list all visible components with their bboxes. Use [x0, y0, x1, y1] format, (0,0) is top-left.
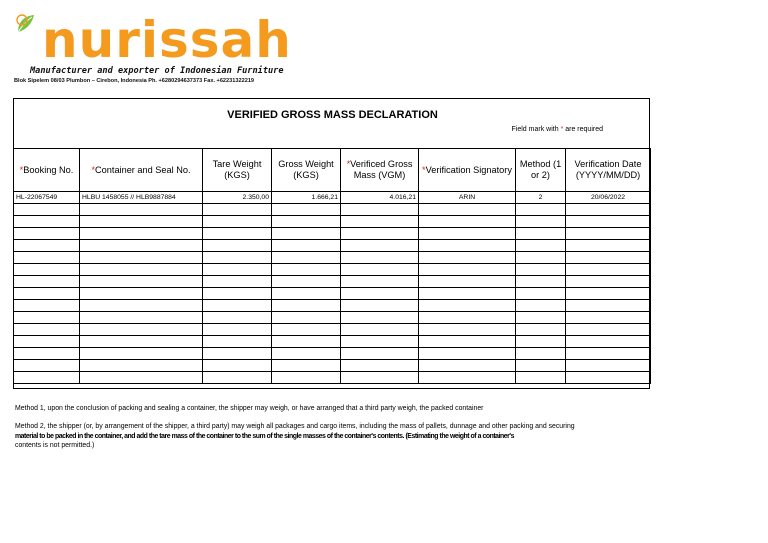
table-cell [203, 216, 272, 228]
table-cell [272, 288, 341, 300]
required-note-prefix: Field mark with [511, 126, 559, 133]
table-cell [516, 216, 566, 228]
table-cell [341, 240, 419, 252]
table-cell [203, 288, 272, 300]
table-cell [80, 252, 203, 264]
table-cell [566, 252, 651, 264]
table-cell [14, 312, 80, 324]
column-header-label: Verification Signatory [425, 164, 512, 175]
empty-table-row [14, 276, 651, 288]
letterhead [14, 8, 414, 98]
table-cell [419, 288, 516, 300]
table-cell [516, 372, 566, 384]
table-cell [341, 336, 419, 348]
table-cell [419, 252, 516, 264]
table-cell [80, 312, 203, 324]
empty-table-row [14, 264, 651, 276]
table-cell [203, 228, 272, 240]
table-cell [272, 252, 341, 264]
table-body [14, 192, 651, 384]
table-cell [80, 336, 203, 348]
table-cell: HL-22067549 [14, 192, 80, 204]
table-cell [516, 312, 566, 324]
table-cell: 20/06/2022 [566, 192, 651, 204]
table-cell [566, 372, 651, 384]
empty-table-row [14, 240, 651, 252]
leaf-logo-icon [14, 12, 40, 36]
table-cell [203, 360, 272, 372]
table-cell [419, 324, 516, 336]
table-cell [566, 276, 651, 288]
table-cell [341, 204, 419, 216]
table-cell [419, 204, 516, 216]
column-header [272, 149, 341, 192]
table-cell [272, 264, 341, 276]
required-star: * [422, 164, 426, 175]
table-cell [80, 228, 203, 240]
table-cell [516, 360, 566, 372]
table-cell [203, 300, 272, 312]
table-cell [80, 324, 203, 336]
column-header-label: Gross Weight (KGS) [278, 159, 334, 180]
table-cell [14, 300, 80, 312]
table-cell [14, 204, 80, 216]
empty-table-row [14, 336, 651, 348]
table-cell [341, 264, 419, 276]
required-note [512, 126, 603, 133]
table-cell [80, 276, 203, 288]
empty-table-row [14, 288, 651, 300]
table-cell [566, 288, 651, 300]
table-cell [341, 276, 419, 288]
table-cell [80, 216, 203, 228]
empty-table-row [14, 324, 651, 336]
required-note-suffix: are required [565, 126, 603, 133]
table-cell [272, 276, 341, 288]
method2-line2: material to be packed in the container, and add the tare mass of the container to the sum of the single masses of the container's contents. (Estimating the weight of a container's [15, 432, 514, 440]
table-cell [516, 228, 566, 240]
table-cell [566, 240, 651, 252]
table-cell [566, 336, 651, 348]
table-cell [14, 228, 80, 240]
vgm-table [13, 148, 651, 384]
table-cell: 1.666,21 [272, 192, 341, 204]
table-cell [272, 312, 341, 324]
form-title: VERIFIED GROSS MASS DECLARATION [227, 109, 438, 121]
empty-table-row [14, 312, 651, 324]
table-cell [80, 372, 203, 384]
method-notes [15, 404, 655, 451]
table-cell [80, 348, 203, 360]
table-cell [14, 360, 80, 372]
table-cell [272, 324, 341, 336]
table-cell [419, 348, 516, 360]
table-cell [419, 264, 516, 276]
table-cell [341, 360, 419, 372]
table-cell [341, 312, 419, 324]
table-cell [419, 276, 516, 288]
empty-table-row [14, 216, 651, 228]
table-cell [516, 336, 566, 348]
table-cell [341, 324, 419, 336]
method2-line1: Method 2, the shipper (or, by arrangement of the shipper, a third party) may weigh all packages and cargo items, including the mass of pallets, dunnage and other packing and securing [15, 423, 575, 431]
column-header [566, 149, 651, 192]
column-header [341, 149, 419, 192]
table-cell [203, 276, 272, 288]
table-cell [203, 204, 272, 216]
table-cell: 2.350,00 [203, 192, 272, 204]
table-cell [419, 360, 516, 372]
table-cell: HLBU 1458055 // HLB9887884 [80, 192, 203, 204]
empty-table-row [14, 252, 651, 264]
table-cell [516, 240, 566, 252]
table-cell [566, 300, 651, 312]
table-cell [80, 264, 203, 276]
vgm-form [13, 98, 650, 389]
column-header-label: Method (1 or 2) [519, 159, 562, 180]
required-star: * [560, 126, 564, 133]
column-header-label: Verification Date (YYYY/MM/DD) [574, 159, 642, 180]
table-cell [566, 348, 651, 360]
method1-note: Method 1, upon the conclusion of packing and sealing a container, the shipper may weigh, or have arranged that a third party weigh, the packed container [15, 405, 484, 412]
table-cell [566, 228, 651, 240]
column-header-label: Verificed Gross Mass (VGM) [350, 159, 413, 180]
table-cell [203, 240, 272, 252]
brand-logo-text: nurissah [42, 11, 292, 69]
table-cell [341, 288, 419, 300]
empty-table-row [14, 360, 651, 372]
table-cell [14, 324, 80, 336]
table-cell [80, 360, 203, 372]
table-cell [516, 300, 566, 312]
method2-note [15, 422, 655, 450]
table-cell [419, 216, 516, 228]
table-cell [566, 312, 651, 324]
table-cell [341, 300, 419, 312]
table-cell [203, 324, 272, 336]
table-cell [14, 276, 80, 288]
table-cell: 4.016,21 [341, 192, 419, 204]
company-address: Blok Sipelem 08/03 Plumbon – Cirebon, Indonesia Ph. +6280294637373 Fax. +62231322219 [14, 78, 255, 84]
required-star: * [19, 164, 24, 175]
required-star: * [91, 164, 96, 175]
column-header [419, 149, 516, 192]
table-cell: 2 [516, 192, 566, 204]
table-cell [203, 336, 272, 348]
column-header-label: Container and Seal No. [95, 164, 191, 175]
table-cell [341, 216, 419, 228]
column-header [80, 149, 203, 192]
empty-table-row [14, 300, 651, 312]
table-cell [341, 252, 419, 264]
table-cell [203, 348, 272, 360]
table-cell [419, 300, 516, 312]
table-cell [272, 348, 341, 360]
table-cell [272, 300, 341, 312]
table-cell [419, 336, 516, 348]
table-cell [203, 264, 272, 276]
table-cell [14, 252, 80, 264]
table-cell [516, 204, 566, 216]
table-cell [419, 240, 516, 252]
table-row [14, 192, 651, 204]
table-cell [566, 360, 651, 372]
table-cell [341, 228, 419, 240]
table-cell [516, 252, 566, 264]
table-cell [516, 348, 566, 360]
table-cell [272, 216, 341, 228]
required-star: * [346, 159, 351, 169]
column-header [516, 149, 566, 192]
empty-table-row [14, 348, 651, 360]
table-cell [80, 288, 203, 300]
table-cell [14, 372, 80, 384]
column-header [203, 149, 272, 192]
table-cell [516, 264, 566, 276]
empty-table-row [14, 204, 651, 216]
table-cell [566, 204, 651, 216]
column-header-label: Tare Weight (KGS) [212, 159, 262, 180]
table-cell [272, 204, 341, 216]
table-header-row [14, 149, 651, 192]
table-cell [341, 372, 419, 384]
table-cell [203, 312, 272, 324]
table-cell [272, 240, 341, 252]
table-cell [516, 324, 566, 336]
company-tagline: Manufacturer and exporter of Indonesian Furniture [30, 66, 284, 76]
column-header-label: Booking No. [23, 164, 74, 175]
table-cell [14, 348, 80, 360]
table-cell [272, 372, 341, 384]
table-cell [419, 312, 516, 324]
table-cell [203, 252, 272, 264]
table-cell [272, 336, 341, 348]
empty-table-row [14, 372, 651, 384]
table-cell [516, 276, 566, 288]
table-cell [341, 348, 419, 360]
table-cell [203, 372, 272, 384]
empty-table-row [14, 228, 651, 240]
table-cell: ARIN [419, 192, 516, 204]
table-cell [566, 264, 651, 276]
table-cell [14, 264, 80, 276]
table-cell [80, 204, 203, 216]
table-cell [272, 228, 341, 240]
table-cell [14, 336, 80, 348]
method2-line3: contents is not permitted.) [15, 442, 95, 450]
table-cell [272, 360, 341, 372]
table-cell [14, 288, 80, 300]
table-cell [419, 372, 516, 384]
table-cell [80, 300, 203, 312]
table-cell [14, 216, 80, 228]
table-cell [516, 288, 566, 300]
table-cell [14, 240, 80, 252]
column-header [14, 149, 80, 192]
table-cell [566, 216, 651, 228]
table-cell [566, 324, 651, 336]
table-cell [419, 228, 516, 240]
table-cell [80, 240, 203, 252]
